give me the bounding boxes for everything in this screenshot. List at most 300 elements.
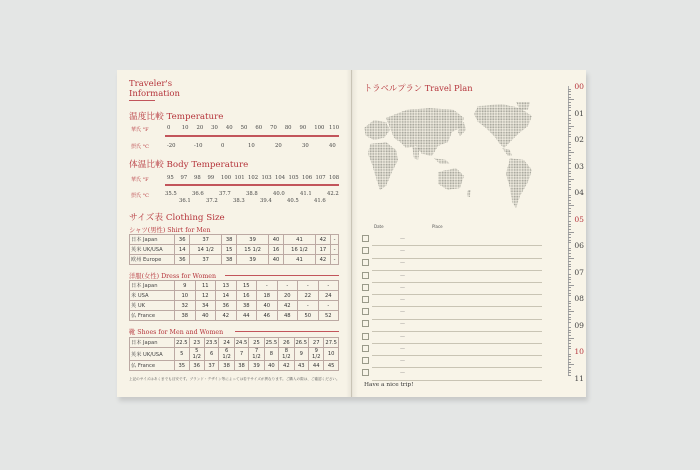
- size-cell: 41: [284, 235, 315, 245]
- row-label-cell: 米 USA: [130, 291, 175, 301]
- ruler-tick: [568, 189, 571, 190]
- size-cell: 23: [189, 338, 204, 348]
- size-cell: 43: [294, 361, 309, 371]
- ruler-tick: [568, 301, 571, 302]
- fahrenheit-label: 華氏 °F: [131, 127, 149, 133]
- size-cell: -: [298, 281, 319, 291]
- scale-value: 101: [234, 175, 245, 181]
- ruler-tick: [568, 216, 571, 217]
- table-row: [130, 235, 339, 245]
- size-cell: 41: [284, 255, 315, 265]
- row-dash: —: [400, 333, 405, 340]
- clothing-size-title: サイズ表 Clothing Size: [129, 213, 225, 223]
- size-cell: 37: [204, 361, 219, 371]
- plan-checkbox[interactable]: [362, 284, 369, 291]
- size-cell: -: [331, 235, 339, 245]
- ruler-tick: [568, 120, 571, 121]
- size-cell: 15: [221, 245, 236, 255]
- ruler-number: 04: [574, 188, 584, 197]
- size-cell: 12: [195, 291, 216, 301]
- scale-value: 108: [329, 175, 340, 181]
- ruler-tick: [568, 99, 574, 100]
- table-row: [130, 348, 339, 361]
- ruler-tick: [568, 279, 571, 280]
- row-label-cell: 日本 Japan: [130, 281, 175, 291]
- plan-checkbox[interactable]: [362, 320, 369, 327]
- ruler-tick: [568, 205, 574, 206]
- ruler-tick: [568, 319, 571, 320]
- plan-checkbox[interactable]: [362, 259, 369, 266]
- ruler-tick: [568, 370, 571, 371]
- table-row: [130, 301, 339, 311]
- ruler-tick: [568, 213, 571, 214]
- size-cell: 14 1/2: [190, 245, 221, 255]
- size-cell: 13: [216, 281, 237, 291]
- ruler-tick: [568, 181, 571, 182]
- scale-value: 105: [288, 175, 299, 181]
- ruler-tick: [568, 147, 571, 148]
- ruler-tick: [568, 354, 571, 355]
- scale-value: 38.3: [233, 198, 245, 204]
- size-cell: 8 1/2: [279, 348, 294, 361]
- size-cell: 38: [221, 235, 236, 245]
- scale-value: 0: [221, 143, 225, 149]
- ruler-tick: [568, 131, 571, 132]
- row-label-cell: 日本 Japan: [130, 235, 175, 245]
- scale-value: 40.0: [273, 191, 285, 197]
- row-label-cell: 日本 Japan: [130, 338, 175, 348]
- row-writing-line: [372, 380, 542, 381]
- table-row: [130, 255, 339, 265]
- ruler-tick: [568, 179, 574, 180]
- ruler-tick: [568, 203, 571, 204]
- scale-value: -20: [167, 143, 176, 149]
- ruler-tick: [568, 173, 571, 174]
- row-dash: —: [400, 248, 405, 255]
- table-row: [130, 281, 339, 291]
- ruler-tick: [568, 335, 571, 336]
- size-cell: 48: [277, 311, 298, 321]
- ruler-tick: [568, 234, 571, 235]
- scale-value: 39.4: [260, 198, 272, 204]
- size-cell: 42: [279, 361, 294, 371]
- size-cell: 22.5: [176, 339, 188, 346]
- size-cell: 44: [309, 361, 324, 371]
- row-dash: —: [400, 370, 405, 377]
- ruler-tick: [568, 330, 571, 331]
- row-dash: —: [400, 321, 405, 328]
- scale-value: 37.2: [206, 198, 218, 204]
- size-cell: 42: [315, 235, 330, 245]
- plan-checkbox[interactable]: [362, 235, 369, 242]
- table-row: [130, 338, 339, 348]
- size-cell: 39: [237, 255, 268, 265]
- size-cell: 40: [268, 255, 283, 265]
- ruler-tick: [568, 110, 571, 111]
- ruler-tick: [568, 200, 571, 201]
- ruler-number: 01: [574, 108, 584, 118]
- ruler-tick: [568, 150, 571, 151]
- ruler-number: 00: [574, 82, 584, 91]
- dress-title-rule: [225, 275, 339, 276]
- ruler-tick: [568, 136, 571, 137]
- size-cell: -: [318, 301, 339, 311]
- size-cell: 15: [236, 281, 257, 291]
- page-ruler: [562, 80, 586, 386]
- ruler-tick: [568, 346, 571, 347]
- place-column-header: Place: [432, 224, 443, 229]
- dress-title: 洋服(女性) Dress for Women: [129, 273, 217, 280]
- row-dash: —: [400, 284, 405, 291]
- ruler-tick: [568, 256, 571, 257]
- size-cell: -: [331, 245, 339, 255]
- page-header-line2: Information: [129, 89, 181, 99]
- row-label-cell: 欧州 Europe: [130, 255, 175, 265]
- ruler-number: 02: [574, 135, 584, 144]
- ruler-tick: [568, 160, 571, 161]
- ruler-tick: [568, 152, 574, 153]
- size-cell: 39: [249, 361, 264, 371]
- size-cell: -: [298, 301, 319, 311]
- ruler-tick: [568, 269, 571, 270]
- body-celsius-label: 摂氏 °C: [131, 193, 149, 199]
- size-cell: 7: [234, 348, 249, 361]
- size-cell: 10: [175, 291, 196, 301]
- size-cell: 37: [190, 255, 221, 265]
- scale-value: 40: [225, 125, 233, 131]
- header-underline: [129, 100, 155, 101]
- size-cell: 40: [195, 311, 216, 321]
- plan-checkbox[interactable]: [362, 272, 369, 279]
- scale-value: 90: [299, 125, 307, 131]
- row-label-cell: 仏 France: [130, 361, 175, 371]
- size-cell: 40: [268, 235, 283, 245]
- scale-value: 0: [167, 125, 171, 131]
- size-disclaimer-note: 上記のサイズはあくまでも目安です。ブランド・デザイン等によっては若干サイズが異なります。ご購入の際は、ご確認ください。: [129, 377, 340, 381]
- size-cell: 16 1/2: [284, 245, 315, 255]
- ruler-number: 11: [574, 373, 584, 383]
- row-label-cell: 英米 UK/USA: [130, 245, 175, 255]
- ruler-tick: [568, 221, 571, 222]
- shoes-title: 靴 Shoes for Men and Women: [129, 329, 224, 336]
- body-fahrenheit-label: 華氏 °F: [131, 177, 149, 183]
- table-row: [130, 291, 339, 301]
- scale-value: 80: [284, 125, 292, 131]
- scale-value: 70: [270, 125, 277, 131]
- scale-value: 95: [167, 175, 174, 181]
- shirt-size-table: [129, 234, 339, 265]
- size-cell: 35: [175, 361, 190, 371]
- scale-value: 38.8: [246, 191, 258, 197]
- scale-value: 40.5: [287, 198, 299, 204]
- world-map-illustration: [360, 98, 540, 213]
- scale-value: 40: [329, 143, 336, 149]
- row-dash: —: [400, 297, 405, 303]
- ruler-tick: [568, 277, 571, 278]
- ruler-tick: [568, 311, 574, 312]
- size-cell: 52: [318, 311, 339, 321]
- scale-value: 20: [275, 143, 282, 149]
- ruler-tick: [568, 107, 571, 108]
- size-cell: 6 1/2: [219, 348, 234, 361]
- size-cell: -: [257, 281, 278, 291]
- scale-value: 20: [196, 125, 204, 131]
- size-cell: 38: [219, 361, 234, 371]
- size-cell: 25: [249, 338, 264, 348]
- temperature-scale-bar: [165, 135, 339, 137]
- scale-value: 10: [248, 143, 255, 149]
- size-cell: 34: [195, 301, 216, 311]
- size-cell: 46: [257, 311, 278, 321]
- size-cell: 7 1/2: [249, 348, 264, 361]
- size-cell: 9: [175, 281, 196, 291]
- ruler-tick: [568, 250, 571, 251]
- temperature-title: 温度比較 Temperature: [129, 112, 224, 122]
- body-temperature-title: 体温比較 Body Temperature: [129, 160, 249, 170]
- ruler-tick: [568, 211, 571, 212]
- ruler-tick: [568, 317, 571, 318]
- shoes-title-rule: [235, 331, 339, 332]
- ruler-number: 06: [574, 241, 584, 250]
- size-cell: 24: [318, 291, 339, 301]
- ruler-tick: [568, 94, 571, 95]
- plan-checkbox[interactable]: [362, 308, 369, 315]
- scale-value: 35.5: [165, 191, 177, 197]
- size-cell: 9 1/2: [309, 348, 324, 361]
- size-cell: 16: [268, 245, 283, 255]
- ruler-tick: [568, 118, 571, 119]
- plan-row[interactable]: [362, 367, 542, 381]
- table-row: [130, 361, 339, 371]
- ruler-tick: [568, 144, 571, 145]
- size-cell: -: [318, 281, 339, 291]
- ruler-number: 08: [574, 294, 584, 303]
- ruler-tick: [568, 184, 571, 185]
- ruler-tick: [568, 226, 571, 227]
- ruler-tick: [568, 102, 571, 103]
- ruler-tick: [568, 253, 571, 254]
- celsius-label: 摂氏 °C: [131, 144, 149, 150]
- size-cell: 5 1/2: [189, 348, 204, 361]
- ruler-tick: [568, 295, 571, 296]
- row-label-cell: 英米 UK/USA: [130, 348, 175, 361]
- size-cell: 8: [264, 348, 279, 361]
- size-cell: 44: [236, 311, 257, 321]
- size-cell: 16: [236, 291, 257, 301]
- ruler-tick: [568, 274, 571, 275]
- size-cell: 36: [175, 235, 190, 245]
- scale-value: 36.1: [179, 198, 191, 204]
- body-temperature-scale-bar: [165, 184, 339, 186]
- ruler-tick: [568, 242, 571, 243]
- scale-value: 99: [207, 175, 215, 181]
- ruler-tick: [568, 187, 571, 188]
- ruler-tick: [568, 266, 571, 267]
- ruler-tick: [568, 123, 571, 124]
- open-notebook: [117, 70, 586, 397]
- size-cell: 39: [237, 235, 268, 245]
- size-cell: 40: [257, 301, 278, 311]
- scale-value: 30: [211, 125, 218, 131]
- ruler-tick: [568, 343, 571, 344]
- ruler-tick: [568, 237, 571, 238]
- scale-value: 37.7: [219, 191, 231, 197]
- ruler-tick: [568, 306, 571, 307]
- scale-value: 41.1: [300, 191, 312, 197]
- ruler-tick: [568, 91, 571, 92]
- ruler-tick: [568, 240, 571, 241]
- size-cell: 24: [219, 338, 234, 348]
- ruler-tick: [568, 340, 571, 341]
- size-cell: 42: [277, 301, 298, 311]
- scale-value: 50: [240, 125, 248, 131]
- size-cell: 38: [236, 301, 257, 311]
- scale-value: 42.2: [327, 191, 339, 197]
- scale-value: 41.6: [314, 198, 326, 204]
- size-cell: 36: [175, 255, 190, 265]
- row-label-cell: 仏 France: [130, 311, 175, 321]
- size-cell: -: [277, 281, 298, 291]
- plan-checkbox[interactable]: [362, 369, 369, 376]
- size-cell: 24.5: [235, 339, 248, 346]
- ruler-tick: [568, 359, 571, 360]
- size-cell: 38: [221, 255, 236, 265]
- size-cell: 14: [216, 291, 237, 301]
- row-dash: —: [400, 309, 405, 316]
- ruler-tick: [568, 314, 571, 315]
- size-cell: 37: [190, 235, 221, 245]
- plan-checkbox[interactable]: [362, 357, 369, 364]
- size-cell: 26.5: [295, 339, 308, 346]
- date-column-header: Date: [374, 224, 384, 229]
- size-cell: 25.5: [265, 339, 278, 346]
- plan-checkbox[interactable]: [362, 345, 369, 352]
- scale-value: 107: [315, 175, 326, 181]
- size-cell: 20: [277, 291, 298, 301]
- ruler-tick: [568, 309, 571, 310]
- travel-plan-title: トラベルプラン Travel Plan: [364, 83, 473, 93]
- plan-checkbox[interactable]: [362, 296, 369, 303]
- ruler-tick: [568, 142, 571, 143]
- page-header-line1: Traveler's: [129, 79, 173, 89]
- ruler-tick: [568, 163, 571, 164]
- ruler-tick: [568, 248, 571, 249]
- plan-checkbox[interactable]: [362, 247, 369, 254]
- scale-value: 98: [194, 175, 201, 181]
- ruler-number: 10: [574, 347, 584, 356]
- shoes-size-table: [129, 337, 339, 371]
- ruler-tick: [568, 338, 574, 339]
- size-cell: 26: [279, 338, 294, 348]
- ruler-tick: [568, 229, 571, 230]
- farewell-message: Have a nice trip!: [364, 382, 414, 388]
- size-cell: 42: [216, 311, 237, 321]
- size-cell: 11: [195, 281, 216, 291]
- ruler-tick: [568, 293, 571, 294]
- scale-value: 100: [221, 175, 232, 181]
- ruler-tick: [568, 89, 571, 90]
- ruler-tick: [568, 128, 571, 129]
- ruler-number: 05: [574, 214, 584, 224]
- ruler-tick: [568, 375, 571, 376]
- row-label-cell: 英 UK: [130, 301, 175, 311]
- table-row: [130, 311, 339, 321]
- scale-value: 104: [275, 175, 286, 181]
- scale-value: 110: [329, 125, 340, 131]
- row-dash: —: [400, 345, 405, 352]
- size-cell: -: [331, 255, 339, 265]
- ruler-tick: [568, 327, 571, 328]
- size-cell: 27: [309, 338, 324, 348]
- ruler-tick: [568, 362, 571, 363]
- ruler-tick: [568, 195, 571, 196]
- size-cell: 36: [216, 301, 237, 311]
- ruler-number: 03: [574, 161, 584, 171]
- size-cell: 17: [315, 245, 330, 255]
- ruler-tick: [568, 356, 571, 357]
- scale-value: 36.6: [192, 191, 204, 197]
- size-cell: 50: [298, 311, 319, 321]
- scale-value: 103: [261, 175, 272, 181]
- ruler-tick: [568, 332, 571, 333]
- ruler-tick: [568, 322, 571, 323]
- ruler-tick: [568, 282, 571, 283]
- size-cell: 40: [264, 361, 279, 371]
- scale-value: 106: [302, 175, 313, 181]
- size-cell: 22: [298, 291, 319, 301]
- ruler-tick: [568, 372, 571, 373]
- ruler-tick: [568, 155, 571, 156]
- scale-value: 30: [302, 143, 309, 149]
- scale-value: 60: [255, 125, 263, 131]
- size-cell: 15 1/2: [237, 245, 268, 255]
- row-dash: —: [400, 358, 405, 364]
- size-cell: 18: [257, 291, 278, 301]
- row-dash: —: [400, 260, 405, 267]
- ruler-tick: [568, 303, 571, 304]
- plan-checkbox[interactable]: [362, 333, 369, 340]
- ruler-tick: [568, 176, 571, 177]
- ruler-tick: [568, 105, 571, 106]
- dress-size-table: [129, 280, 339, 321]
- size-cell: 45: [324, 361, 339, 371]
- ruler-number: 07: [574, 267, 584, 277]
- size-cell: 6: [204, 348, 219, 361]
- size-cell: 38: [234, 361, 249, 371]
- travelers-information-page: [117, 70, 352, 397]
- size-cell: 10: [324, 348, 339, 361]
- ruler-tick: [568, 134, 571, 135]
- scale-value: 97: [180, 175, 188, 181]
- scale-value: 102: [248, 175, 259, 181]
- ruler-tick: [568, 367, 571, 368]
- row-dash: —: [400, 272, 405, 279]
- table-row: [130, 245, 339, 255]
- size-cell: 5: [175, 348, 190, 361]
- scale-value: 10: [181, 125, 189, 131]
- size-cell: 14: [175, 245, 190, 255]
- ruler-tick: [568, 258, 574, 259]
- ruler-tick: [568, 285, 574, 286]
- book-spine: [346, 70, 358, 397]
- ruler-tick: [568, 126, 574, 127]
- ruler-tick: [568, 171, 571, 172]
- scale-value: 100: [314, 125, 325, 131]
- ruler-tick: [568, 97, 571, 98]
- ruler-tick: [568, 158, 571, 159]
- size-cell: 9: [294, 348, 309, 361]
- ruler-tick: [568, 115, 571, 116]
